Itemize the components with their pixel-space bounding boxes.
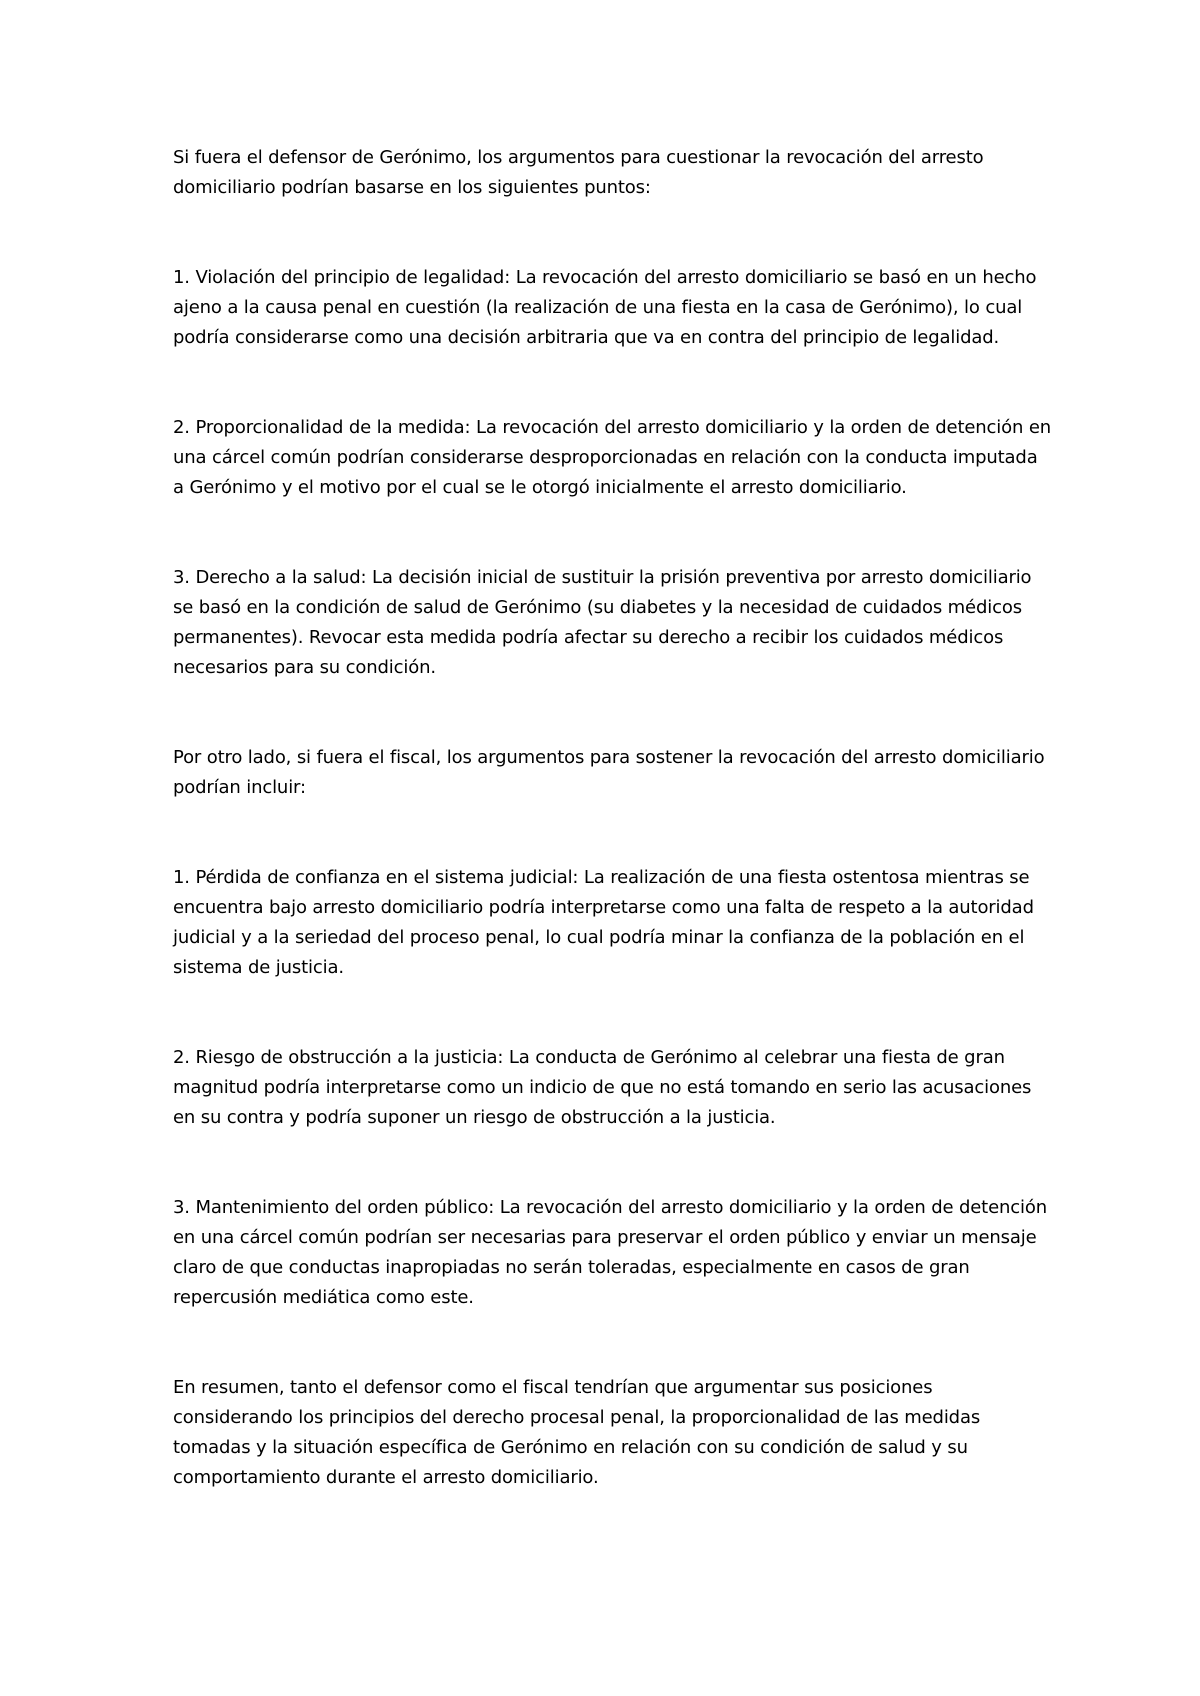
intro-fiscal-paragraph: Por otro lado, si fuera el fiscal, los argumentos para sostener la revocación del arresto domiciliario podrían incluir: bbox=[173, 747, 1045, 798]
defensor-point-3-paragraph: 3. Derecho a la salud: La decisión inicial de sustituir la prisión preventiva por arresto domiciliario se basó en la condición de salud de Gerónimo (su diabetes y la necesidad de cuidados médicos permanentes). Revocar esta medida podría afectar su derecho a recibir los cuidados médicos necesarios para su condición. bbox=[173, 567, 1032, 678]
summary-paragraph: En resumen, tanto el defensor como el fiscal tendrían que argumentar sus posiciones considerando los principios del derecho procesal penal, la proporcionalidad de las medidas tomadas y la situación específica de Gerónimo en relación con su condición de salud y su comportamiento durante el arresto domiciliario. bbox=[173, 1377, 981, 1488]
defensor-point-2-paragraph: 2. Proporcionalidad de la medida: La revocación del arresto domiciliario y la orden de detención en una cárcel común podrían considerarse desproporcionadas en relación con la conducta imputada a Gerónimo y el motivo por el cual se le otorgó inicialmente el arresto domiciliario. bbox=[173, 417, 1052, 498]
intro-defensor-paragraph: Si fuera el defensor de Gerónimo, los argumentos para cuestionar la revocación del arresto domiciliario podrían basarse en los siguientes puntos: bbox=[173, 147, 984, 198]
fiscal-point-2-paragraph: 2. Riesgo de obstrucción a la justicia: La conducta de Gerónimo al celebrar una fiesta de gran magnitud podría interpretarse como un indicio de que no está tomando en serio las acusaciones en su contra y podría suponer un riesgo de obstrucción a la justicia. bbox=[173, 1047, 1032, 1128]
document-body bbox=[173, 143, 1053, 1493]
fiscal-point-3-paragraph: 3. Mantenimiento del orden público: La revocación del arresto domiciliario y la orden de detención en una cárcel común podrían ser necesarias para preservar el orden público y enviar un mensaje claro de que conductas inapropiadas no serán toleradas, especialmente en casos de gran repercusión mediática como este. bbox=[173, 1197, 1047, 1308]
fiscal-point-1-paragraph: 1. Pérdida de confianza en el sistema judicial: La realización de una fiesta ostentosa mientras se encuentra bajo arresto domiciliario podría interpretarse como una falta de respeto a la autoridad judicial y a la seriedad del proceso penal, lo cual podría minar la confianza de la población en el sistema de justicia. bbox=[173, 867, 1034, 978]
defensor-point-1-paragraph: 1. Violación del principio de legalidad: La revocación del arresto domiciliario se basó en un hecho ajeno a la causa penal en cuestión (la realización de una fiesta en la casa de Gerónimo), lo cual podría considerarse como una decisión arbitraria que va en contra del principio de legalidad. bbox=[173, 267, 1037, 348]
